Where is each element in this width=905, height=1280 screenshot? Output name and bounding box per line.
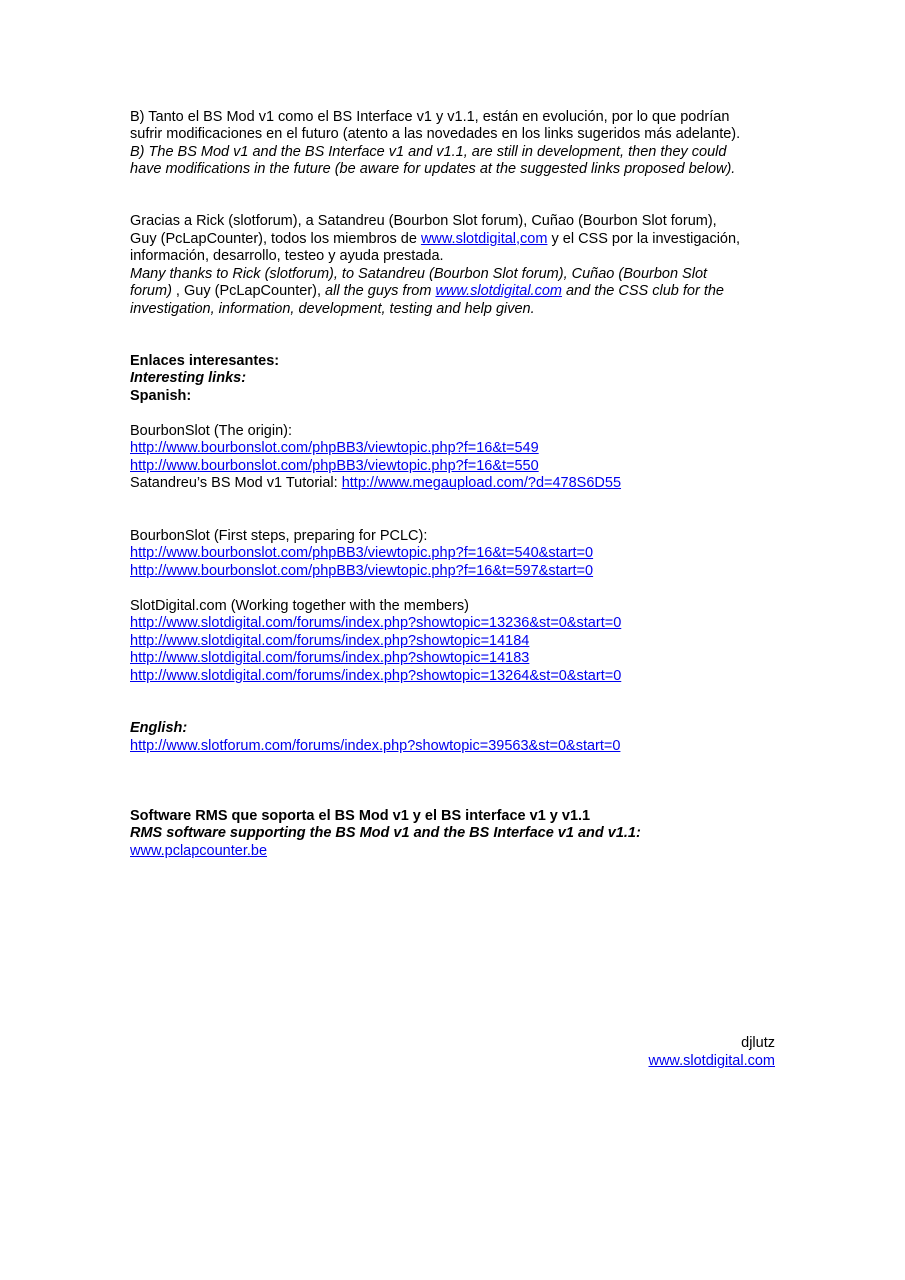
signature-link[interactable]: www.slotdigital.com [648, 1053, 775, 1069]
slotdigital-label: SlotDigital.com (Working together with the members) [130, 598, 469, 614]
software-en: RMS software supporting the BS Mod v1 and the BS Interface v1 and v1.1: [130, 825, 641, 841]
thanks-en-3: investigation, information, development, testing and help given. [130, 301, 535, 317]
text: and the CSS club for the [561, 283, 724, 299]
links-heading-es: Enlaces interesantes: [130, 353, 280, 369]
para-b-en-2: have modifications in the future (be aware for updates at the suggested links proposed below). [130, 161, 736, 177]
thanks-es-1: Gracias a Rick (slotforum), a Satandreu (Bourbon Slot forum), Cuñao (Bourbon Slot forum), [130, 213, 717, 229]
pclapcounter-link[interactable]: www.pclapcounter.be [130, 843, 268, 859]
text: forum) [130, 283, 172, 299]
link[interactable]: http://www.bourbonslot.com/phpBB3/viewtopic.php?f=16&t=540&start=0 [130, 545, 594, 561]
para-b-es-1: B) Tanto el BS Mod v1 como el BS Interface v1 y v1.1, están en evolución, por lo que podrían [130, 109, 730, 125]
thanks-es-2 [130, 231, 740, 249]
thanks-en-2 [130, 283, 724, 301]
link[interactable]: http://www.slotforum.com/forums/index.php?showtopic=39563&st=0&start=0 [130, 738, 621, 754]
tutorial-line [130, 475, 621, 493]
link[interactable]: http://www.slotdigital.com/forums/index.php?showtopic=13236&st=0&start=0 [130, 615, 622, 631]
links-heading-en: Interesting links: [130, 370, 247, 386]
text: all the guys from [325, 283, 436, 299]
thanks-en-1: Many thanks to Rick (slotforum), to Satandreu (Bourbon Slot forum), Cuñao (Bourbon Slot [130, 266, 708, 282]
link[interactable]: http://www.bourbonslot.com/phpBB3/viewtopic.php?f=16&t=550 [130, 458, 539, 474]
signature-name: djlutz [741, 1035, 775, 1051]
slotdigital-link[interactable]: www.slotdigital.com [435, 283, 562, 299]
para-b-es-2: sufrir modificaciones en el futuro (atento a las novedades en los links sugeridos más adelante). [130, 126, 741, 142]
text: Guy (PcLapCounter), todos los miembros de [130, 231, 421, 247]
link[interactable]: http://www.bourbonslot.com/phpBB3/viewtopic.php?f=16&t=549 [130, 440, 539, 456]
link[interactable]: http://www.slotdigital.com/forums/index.php?showtopic=14183 [130, 650, 530, 666]
software-es: Software RMS que soporta el BS Mod v1 y el BS interface v1 y v1.1 [130, 808, 591, 824]
origin-label: BourbonSlot (The origin): [130, 423, 292, 439]
thanks-es-3: información, desarrollo, testeo y ayuda prestada. [130, 248, 444, 264]
text: , Guy (PcLapCounter), [171, 283, 326, 299]
link[interactable]: http://www.bourbonslot.com/phpBB3/viewtopic.php?f=16&t=597&start=0 [130, 563, 594, 579]
text: Satandreu’s BS Mod v1 Tutorial: [130, 475, 342, 491]
link[interactable]: http://www.slotdigital.com/forums/index.php?showtopic=13264&st=0&start=0 [130, 668, 622, 684]
spanish-heading: Spanish: [130, 388, 192, 404]
text: y el CSS por la investigación, [547, 231, 741, 247]
para-b-en-1: B) The BS Mod v1 and the BS Interface v1 and v1.1, are still in development, then they could [130, 144, 727, 160]
slotdigital-link[interactable]: www.slotdigital,com [420, 231, 548, 247]
link[interactable]: http://www.slotdigital.com/forums/index.php?showtopic=14184 [130, 633, 530, 649]
first-steps-label: BourbonSlot (First steps, preparing for PCLC): [130, 528, 428, 544]
tutorial-link[interactable]: http://www.megaupload.com/?d=478S6D55 [341, 475, 622, 491]
english-heading: English: [130, 720, 188, 736]
